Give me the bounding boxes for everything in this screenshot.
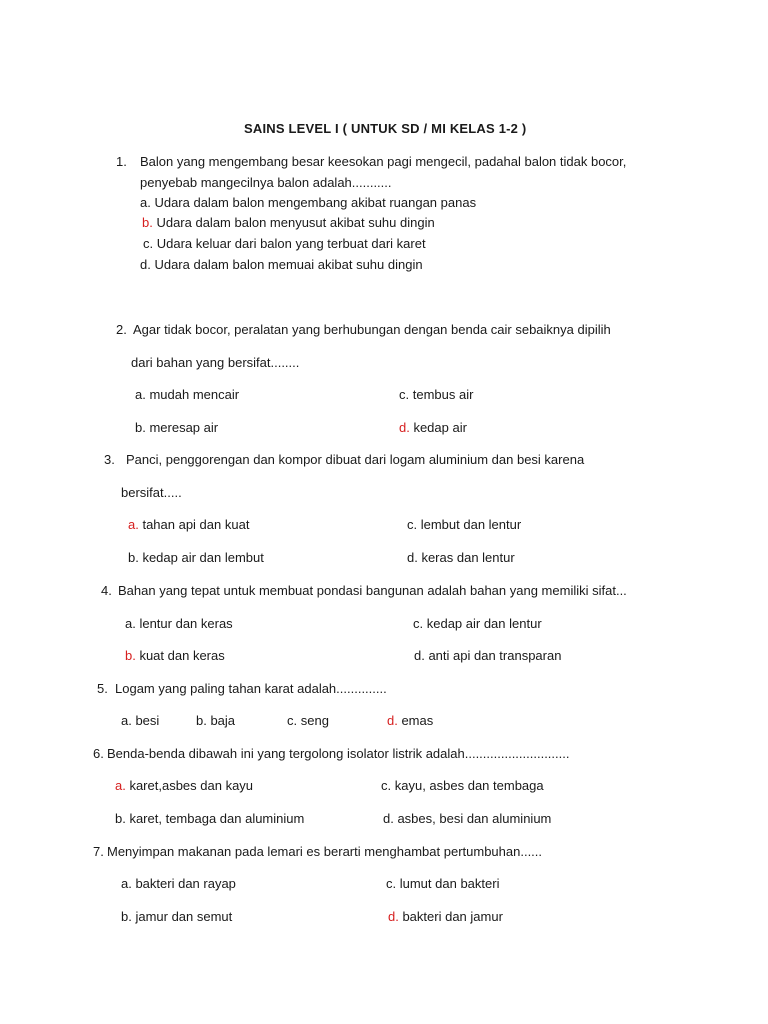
- option-text: tahan api dan kuat: [138, 517, 250, 532]
- option-text: emas: [397, 713, 434, 728]
- question-6-option-a: [115, 778, 253, 794]
- question-2-text-line-2: dari bahan yang bersifat........: [131, 355, 300, 370]
- option-text: Udara dalam balon memuai akibat suhu dingin: [150, 257, 423, 272]
- option-letter: d.: [383, 811, 394, 826]
- question-2-option-a: [135, 387, 239, 403]
- question-3-text-line-2: bersifat.....: [121, 485, 182, 500]
- option-text: kayu, asbes dan tembaga: [391, 778, 544, 793]
- option-letter: c.: [386, 876, 397, 891]
- option-text: Udara keluar dari balon yang terbuat dari karet: [153, 236, 426, 251]
- option-letter: c.: [381, 778, 392, 793]
- option-letter: a.: [121, 876, 132, 891]
- option-letter: a.: [125, 616, 136, 631]
- question-5-option-b: [196, 713, 235, 729]
- option-text: lentur dan keras: [135, 616, 233, 631]
- option-letter: c.: [407, 517, 418, 532]
- option-letter: a.: [135, 387, 146, 402]
- answer-mark-letter: d.: [388, 909, 399, 924]
- option-letter: d.: [140, 257, 151, 272]
- question-6-option-d: [383, 811, 551, 827]
- question-6-option-b: [115, 811, 304, 827]
- option-text: kedap air dan lembut: [138, 550, 264, 565]
- question-5-number: 5.: [97, 681, 108, 696]
- question-6-option-c: [381, 778, 544, 794]
- option-text: karet,asbes dan kayu: [125, 778, 254, 793]
- question-2-number: 2.: [116, 322, 127, 337]
- option-text: kuat dan keras: [135, 648, 225, 663]
- question-1-option-b: [142, 215, 435, 231]
- question-2-option-b: [135, 420, 218, 436]
- question-3-option-c: [407, 517, 521, 533]
- question-3-text-line-1: Panci, penggorengan dan kompor dibuat dari logam aluminium dan besi karena: [126, 452, 585, 467]
- question-7-option-c: [386, 876, 499, 892]
- question-5-option-d: [387, 713, 433, 729]
- option-text: Udara dalam balon menyusut akibat suhu dingin: [152, 215, 435, 230]
- question-3-number: 3.: [104, 452, 115, 467]
- question-4-option-a: [125, 616, 233, 632]
- option-letter: d.: [414, 648, 425, 663]
- option-text: kedap air: [409, 420, 467, 435]
- question-5-text-line-1: Logam yang paling tahan karat adalah..............: [115, 681, 387, 696]
- option-letter: b.: [196, 713, 207, 728]
- question-7-option-b: [121, 909, 232, 925]
- question-4-option-c: [413, 616, 542, 632]
- question-7-option-a: [121, 876, 236, 892]
- option-text: lumut dan bakteri: [396, 876, 500, 891]
- worksheet-title: SAINS LEVEL I ( UNTUK SD / MI KELAS 1-2 ): [244, 121, 527, 136]
- option-text: mudah mencair: [145, 387, 240, 402]
- question-5-option-a: [121, 713, 159, 729]
- question-1-text-line-2: penyebab mangecilnya balon adalah...........: [140, 175, 392, 190]
- question-2-text-line-1: Agar tidak bocor, peralatan yang berhubungan dengan benda cair sebaiknya dipilih: [133, 322, 611, 337]
- option-letter: b.: [128, 550, 139, 565]
- answer-mark-letter: d.: [387, 713, 398, 728]
- option-text: anti api dan transparan: [424, 648, 562, 663]
- option-text: bakteri dan rayap: [131, 876, 236, 891]
- question-4-option-b: [125, 648, 225, 664]
- option-text: bakteri dan jamur: [398, 909, 503, 924]
- question-6-text-line-1: Benda-benda dibawah ini yang tergolong isolator listrik adalah.............................: [107, 746, 570, 761]
- option-text: Udara dalam balon mengembang akibat ruangan panas: [150, 195, 477, 210]
- question-4-number: 4.: [101, 583, 112, 598]
- question-2-option-d: [399, 420, 467, 436]
- option-text: asbes, besi dan aluminium: [393, 811, 552, 826]
- answer-mark-letter: b.: [142, 215, 153, 230]
- option-letter: b.: [115, 811, 126, 826]
- option-letter: c.: [143, 236, 154, 251]
- option-text: tembus air: [409, 387, 474, 402]
- question-1-number: 1.: [116, 154, 127, 169]
- question-6-number: 6.: [93, 746, 104, 761]
- question-7-text-line-1: Menyimpan makanan pada lemari es berarti menghambat pertumbuhan......: [107, 844, 543, 859]
- answer-mark-letter: b.: [125, 648, 136, 663]
- option-letter: b.: [135, 420, 146, 435]
- option-text: meresap air: [145, 420, 219, 435]
- option-text: baja: [206, 713, 236, 728]
- question-1-option-d: [140, 257, 423, 273]
- option-text: seng: [297, 713, 329, 728]
- answer-mark-letter: a.: [128, 517, 139, 532]
- question-2-option-c: [399, 387, 473, 403]
- answer-mark-letter: a.: [115, 778, 126, 793]
- option-letter: c.: [399, 387, 410, 402]
- option-text: kedap air dan lentur: [423, 616, 542, 631]
- question-3-option-b: [128, 550, 264, 566]
- answer-mark-letter: d.: [399, 420, 410, 435]
- question-1-option-c: [143, 236, 426, 252]
- question-4-option-d: [414, 648, 561, 664]
- option-text: keras dan lentur: [417, 550, 515, 565]
- option-letter: b.: [121, 909, 132, 924]
- question-3-option-d: [407, 550, 515, 566]
- option-letter: a.: [140, 195, 151, 210]
- question-5-option-c: [287, 713, 329, 729]
- option-letter: c.: [287, 713, 298, 728]
- question-1-text-line-1: Balon yang mengembang besar keesokan pagi mengecil, padahal balon tidak bocor,: [140, 154, 627, 169]
- question-4-text-line-1: Bahan yang tepat untuk membuat pondasi bangunan adalah bahan yang memiliki sifat...: [118, 583, 627, 598]
- option-text: besi: [131, 713, 160, 728]
- question-7-option-d: [388, 909, 503, 925]
- option-letter: c.: [413, 616, 424, 631]
- option-text: jamur dan semut: [131, 909, 233, 924]
- option-letter: a.: [121, 713, 132, 728]
- question-7-number: 7.: [93, 844, 104, 859]
- option-text: lembut dan lentur: [417, 517, 522, 532]
- question-3-option-a: [128, 517, 249, 533]
- question-1-option-a: [140, 195, 476, 211]
- option-text: karet, tembaga dan aluminium: [125, 811, 305, 826]
- option-letter: d.: [407, 550, 418, 565]
